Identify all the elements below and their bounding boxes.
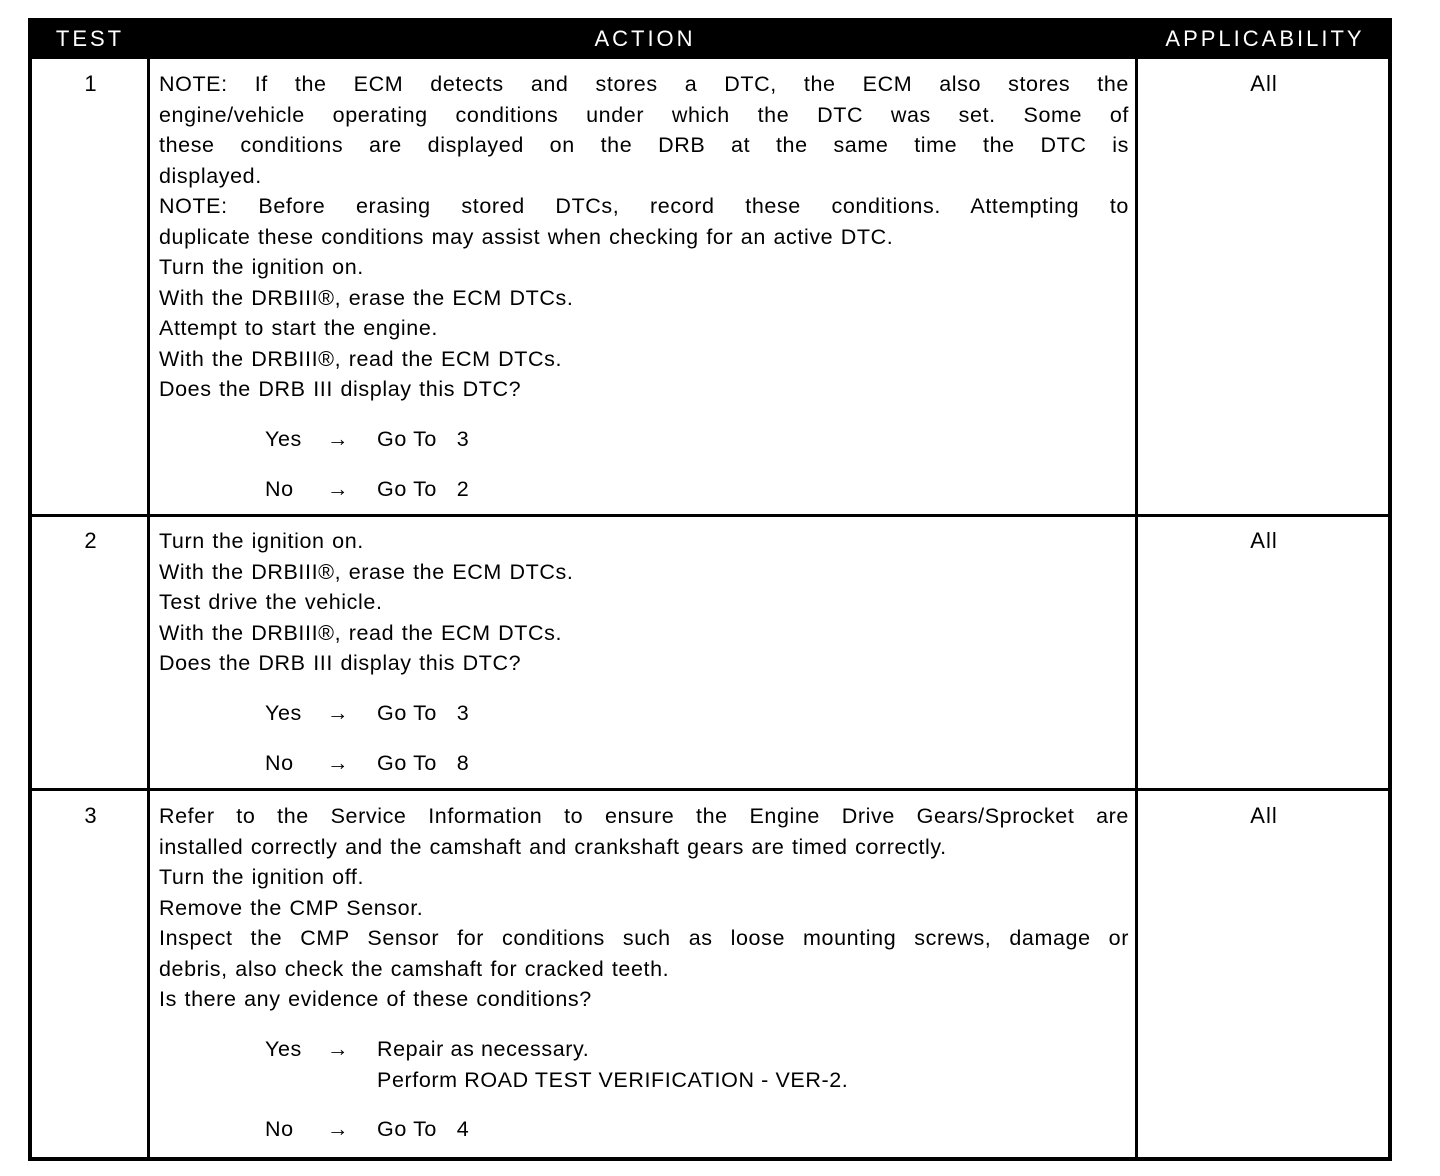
action-line: these conditions are displayed on the DRB at the same time the DTC is [159, 133, 1129, 157]
action-line: Test drive the vehicle. [159, 590, 383, 614]
response-answer: Yes [265, 1037, 302, 1061]
action-line: debris, also check the camshaft for cracked teeth. [159, 956, 670, 981]
arrow-icon: → [327, 1037, 350, 1061]
action-line: Inspect the CMP Sensor for conditions such as loose mounting screws, damage or [159, 926, 1129, 950]
response-answer: No [265, 477, 294, 501]
response-action: Go To 4 [377, 1117, 470, 1141]
header-action: ACTION [594, 26, 696, 51]
action-line: engine/vehicle operating conditions under which the DTC was set. Some of [159, 102, 1129, 127]
header-test: TEST [55, 26, 125, 51]
action-line: With the DRBIII®, erase the ECM DTCs. [159, 285, 574, 310]
response-action: Go To 3 [377, 701, 470, 725]
arrow-icon: → [327, 1117, 350, 1141]
applicability-value: All [1250, 71, 1278, 96]
arrow-icon: → [327, 427, 350, 451]
action-text [159, 526, 1129, 679]
action-line: NOTE: Before erasing stored DTCs, record these conditions. Attempting to [159, 194, 1129, 218]
column-divider [1135, 59, 1138, 1157]
action-line: NOTE: If the ECM detects and stores a DTC, the ECM also stores the [159, 72, 1129, 96]
action-line: Turn the ignition on. [159, 529, 364, 553]
action-line: Does the DRB III display this DTC? [159, 377, 522, 401]
action-line: Attempt to start the engine. [159, 316, 438, 340]
column-divider [147, 59, 150, 1157]
action-text [159, 69, 1129, 405]
test-number: 1 [84, 71, 98, 96]
response-action: Go To 2 [377, 477, 470, 501]
action-line: With the DRBIII®, read the ECM DTCs. [159, 620, 563, 645]
action-line: Remove the CMP Sensor. [159, 895, 424, 920]
arrow-icon: → [327, 751, 350, 775]
response-answer: Yes [265, 427, 302, 451]
action-line: Turn the ignition off. [159, 865, 365, 889]
response-answer: No [265, 751, 294, 775]
action-line: duplicate these conditions may assist when checking for an active DTC. [159, 224, 894, 249]
action-line: With the DRBIII®, erase the ECM DTCs. [159, 559, 574, 584]
applicability-value: All [1250, 803, 1278, 828]
action-line: displayed. [159, 163, 262, 188]
row-divider [28, 788, 1392, 791]
response-action: Go To 3 [377, 427, 470, 451]
response-action: Repair as necessary. [377, 1037, 590, 1061]
test-number: 2 [84, 528, 98, 553]
arrow-icon: → [327, 477, 350, 501]
row-divider [28, 514, 1392, 517]
header-applicability: APPLICABILITY [1165, 26, 1365, 51]
action-text [159, 801, 1129, 1015]
response-action: Go To 8 [377, 751, 470, 775]
response-action-detail: Perform ROAD TEST VERIFICATION - VER-2. [377, 1067, 849, 1092]
response-answer: No [265, 1117, 294, 1141]
applicability-value: All [1250, 528, 1278, 553]
action-line: Is there any evidence of these conditions? [159, 987, 592, 1011]
action-line: Refer to the Service Information to ensure the Engine Drive Gears/Sprocket are [159, 804, 1129, 828]
action-line: Turn the ignition on. [159, 255, 364, 279]
action-line: With the DRBIII®, read the ECM DTCs. [159, 346, 563, 371]
action-line: Does the DRB III display this DTC? [159, 651, 522, 675]
test-number: 3 [84, 803, 98, 828]
response-answer: Yes [265, 701, 302, 725]
action-line: installed correctly and the camshaft and crankshaft gears are timed correctly. [159, 834, 947, 859]
arrow-icon: → [327, 701, 350, 725]
